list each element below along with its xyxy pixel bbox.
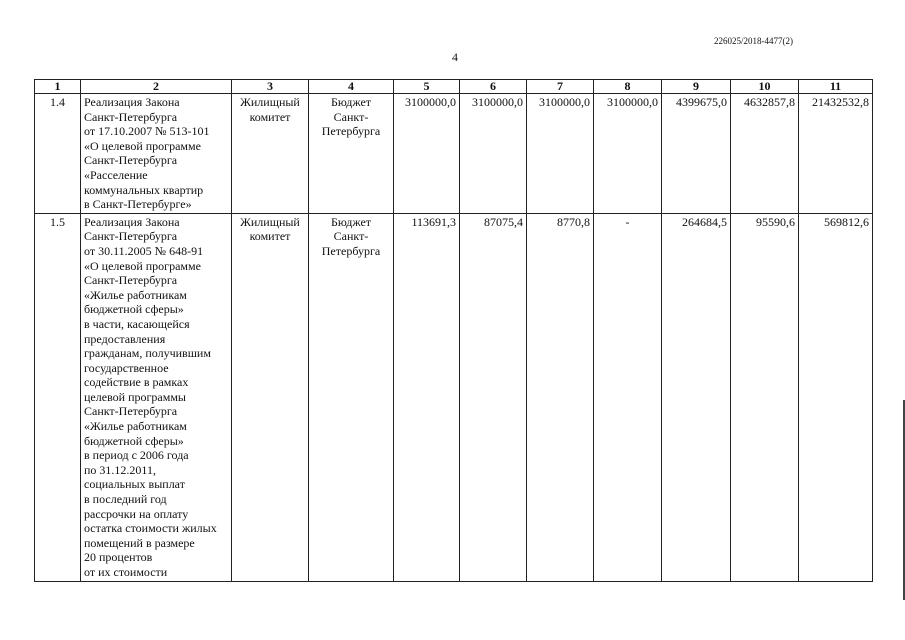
row-value: 3100000,0 bbox=[460, 94, 527, 214]
row-number: 1.5 bbox=[35, 213, 81, 581]
cell-line: рассрочки на оплату bbox=[84, 506, 189, 521]
row-value: 8770,8 bbox=[527, 213, 594, 581]
cell-line: Петербурга bbox=[321, 243, 381, 258]
header-row bbox=[35, 80, 873, 94]
col-header: 1 bbox=[35, 80, 81, 94]
cell-line: Бюджет bbox=[330, 95, 372, 109]
cell-line: комитет bbox=[249, 229, 291, 244]
row-funding-source bbox=[309, 94, 394, 214]
row-value: 87075,4 bbox=[460, 213, 527, 581]
cell-line: Реализация Закона bbox=[84, 95, 180, 109]
cell-line: Санкт-Петербурга bbox=[84, 273, 178, 288]
col-header: 2 bbox=[81, 80, 232, 94]
row-value: 4399675,0 bbox=[662, 94, 731, 214]
cell-line: остатка стоимости жилых bbox=[84, 521, 217, 536]
row-value: 3100000,0 bbox=[394, 94, 460, 214]
cell-line: помещений в размере bbox=[84, 535, 195, 550]
cell-line: целевой программы bbox=[84, 389, 186, 404]
col-header: 9 bbox=[662, 80, 731, 94]
cell-line: Санкт- bbox=[333, 229, 369, 244]
row-number: 1.4 bbox=[35, 94, 81, 214]
cell-line: в последний год bbox=[84, 492, 167, 507]
cell-line: «О целевой программе bbox=[84, 258, 201, 273]
cell-line: по 31.12.2011, bbox=[84, 462, 156, 477]
cell-line: государственное bbox=[84, 360, 169, 375]
row-executor bbox=[232, 213, 309, 581]
budget-table bbox=[34, 79, 873, 582]
col-header: 7 bbox=[527, 80, 594, 94]
row-value: 3100000,0 bbox=[594, 94, 662, 214]
col-header: 3 bbox=[232, 80, 309, 94]
cell-line: бюджетной сферы» bbox=[84, 433, 184, 448]
cell-line: предоставления bbox=[84, 331, 166, 346]
cell-line: в период с 2006 года bbox=[84, 448, 189, 463]
cell-line: от их стоимости bbox=[84, 565, 168, 579]
cell-line: «О целевой программе bbox=[84, 138, 201, 153]
cell-line: Реализация Закона bbox=[84, 214, 180, 229]
cell-line: Жилищный bbox=[240, 214, 300, 229]
row-value: 4632857,8 bbox=[731, 94, 799, 214]
cell-line: в Санкт-Петербурге» bbox=[84, 197, 192, 212]
col-header: 6 bbox=[460, 80, 527, 94]
cell-line: от 30.11.2005 № 648-91 bbox=[84, 243, 204, 258]
cell-line: комитет bbox=[249, 109, 291, 124]
row-value: 95590,6 bbox=[731, 213, 799, 581]
cell-line: Санкт- bbox=[333, 109, 369, 124]
cell-line: Бюджет bbox=[330, 214, 372, 229]
table-row bbox=[35, 213, 873, 581]
row-description bbox=[81, 213, 232, 581]
row-value: 264684,5 bbox=[662, 213, 731, 581]
cell-line: коммунальных квартир bbox=[84, 182, 204, 197]
col-header: 5 bbox=[394, 80, 460, 94]
cell-line: Санкт-Петербурга bbox=[84, 229, 178, 244]
row-funding-source bbox=[309, 213, 394, 581]
cell-line: бюджетной сферы» bbox=[84, 302, 184, 317]
col-header: 8 bbox=[594, 80, 662, 94]
cell-line: Петербурга bbox=[321, 124, 381, 139]
cell-line: социальных выплат bbox=[84, 477, 185, 492]
cell-line: Санкт-Петербурга bbox=[84, 153, 178, 168]
row-value: 3100000,0 bbox=[527, 94, 594, 214]
row-value: 569812,6 bbox=[799, 213, 873, 581]
row-value: 21432532,8 bbox=[799, 94, 873, 214]
row-value: - bbox=[594, 213, 662, 581]
cell-line: Санкт-Петербурга bbox=[84, 109, 178, 124]
document-id: 226025/2018-4477(2) bbox=[714, 36, 793, 46]
row-executor bbox=[232, 94, 309, 214]
cell-line: «Жилье работникам bbox=[84, 287, 187, 302]
col-header: 11 bbox=[799, 80, 873, 94]
col-header: 10 bbox=[731, 80, 799, 94]
page-number: 4 bbox=[452, 50, 458, 64]
cell-line: «Жилье работникам bbox=[84, 419, 187, 434]
table-row bbox=[35, 94, 873, 214]
cell-line: в части, касающейся bbox=[84, 316, 190, 331]
cell-line: Жилищный bbox=[240, 95, 300, 109]
col-header: 4 bbox=[309, 80, 394, 94]
row-value: 113691,3 bbox=[394, 213, 460, 581]
cell-line: гражданам, получившим bbox=[84, 346, 211, 361]
row-description bbox=[81, 94, 232, 214]
cell-line: содействие в рамках bbox=[84, 375, 189, 390]
cell-line: от 17.10.2007 № 513-101 bbox=[84, 124, 210, 139]
cell-line: 20 процентов bbox=[84, 550, 153, 565]
cell-line: Санкт-Петербурга bbox=[84, 404, 178, 419]
cell-line: «Расселение bbox=[84, 167, 148, 182]
